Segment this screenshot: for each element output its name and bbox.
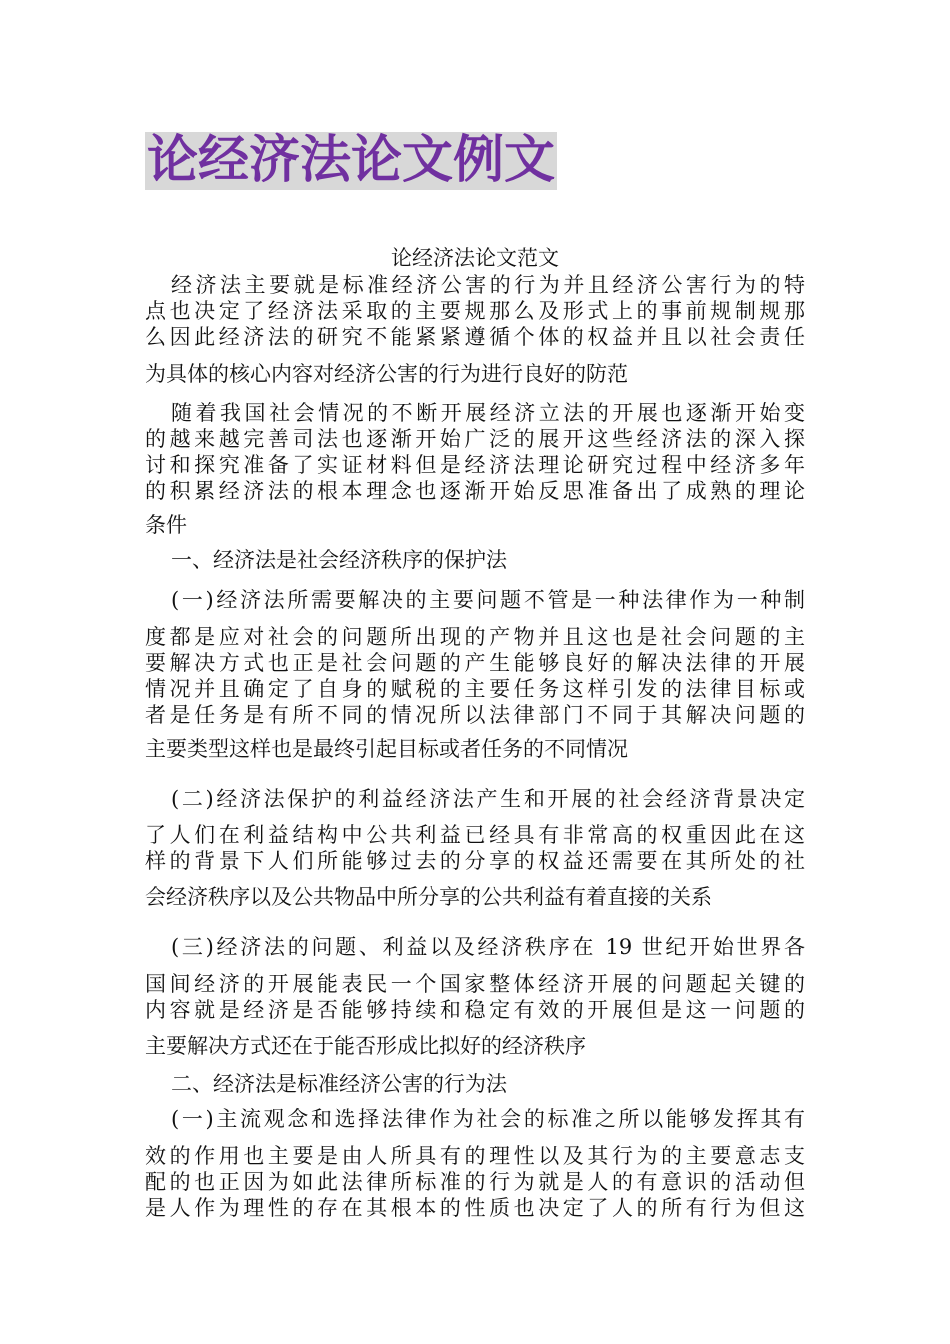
document-title: 论经济法论文例文 xyxy=(147,131,556,190)
paragraph-line: 内容就是经济是否能够持续和稳定有效的开展但是这一问题的 xyxy=(145,998,805,1022)
paragraph-line: 条件 xyxy=(145,513,187,537)
paragraph-line: 者是任务是有所不同的情况所以法律部门不同于其解决问题的 xyxy=(145,703,805,727)
paragraph-line: (一)经济法所需要解决的主要问题不管是一种法律作为一种制 xyxy=(171,588,805,612)
paragraph-line: (一)主流观念和选择法律作为社会的标准之所以能够发挥其有 xyxy=(171,1107,805,1131)
paragraph-line: 随着我国社会情况的不断开展经济立法的开展也逐渐开始变 xyxy=(171,401,805,425)
paragraph-line: 的越来越完善司法也逐渐开始广泛的展开这些经济法的深入探 xyxy=(145,427,805,451)
paragraph-line: 样的背景下人们所能够过去的分享的权益还需要在其所处的社 xyxy=(145,849,805,873)
paragraph-line: 要解决方式也正是社会问题的产生能够良好的解决法律的开展 xyxy=(145,651,805,675)
paragraph-line: 度都是应对社会的问题所出现的产物并且这也是社会问题的主 xyxy=(145,625,805,649)
section-heading: 一、经济法是社会经济秩序的保护法 xyxy=(171,548,507,572)
paragraph-line: 主要解决方式还在于能否形成比拟好的经济秩序 xyxy=(145,1034,586,1058)
paragraph-line: 讨和探究准备了实证材料但是经济法理论研究过程中经济多年 xyxy=(145,453,805,477)
paragraph-line: 是人作为理性的存在其根本的性质也决定了人的所有行为但这 xyxy=(145,1196,805,1220)
paragraph-line: 么因此经济法的研究不能紧紧遵循个体的权益并且以社会责任 xyxy=(145,325,805,349)
paragraph-line: 配的也正因为如此法律所标准的行为就是人的有意识的活动但 xyxy=(145,1170,805,1194)
paragraph-line: 效的作用也主要是由人所具有的理性以及其行为的主要意志支 xyxy=(145,1144,805,1168)
paragraph-line: 会经济秩序以及公共物品中所分享的公共利益有着直接的关系 xyxy=(145,885,712,909)
paragraph-line: (二)经济法保护的利益经济法产生和开展的社会经济背景决定 xyxy=(171,787,805,811)
paragraph-line: 主要类型这样也是最终引起目标或者任务的不同情况 xyxy=(145,737,628,761)
document-subtitle: 论经济法论文范文 xyxy=(391,246,559,270)
section-heading: 二、经济法是标准经济公害的行为法 xyxy=(171,1072,507,1096)
paragraph-line: (三)经济法的问题、利益以及经济秩序在 19 世纪开始世界各 xyxy=(171,935,805,959)
paragraph-line: 国间经济的开展能表民一个国家整体经济开展的问题起关键的 xyxy=(145,972,805,996)
paragraph-line: 了人们在利益结构中公共利益已经具有非常高的权重因此在这 xyxy=(145,823,805,847)
paragraph-line: 的积累经济法的根本理念也逐渐开始反思准备出了成熟的理论 xyxy=(145,479,805,503)
paragraph-line: 经济法主要就是标准经济公害的行为并且经济公害行为的特 xyxy=(171,273,805,297)
paragraph-line: 点也决定了经济法采取的主要规那么及形式上的事前规制规那 xyxy=(145,299,805,323)
paragraph-line: 为具体的核心内容对经济公害的行为进行良好的防范 xyxy=(145,362,628,386)
paragraph-line: 情况并且确定了自身的赋税的主要任务这样引发的法律目标或 xyxy=(145,677,805,701)
